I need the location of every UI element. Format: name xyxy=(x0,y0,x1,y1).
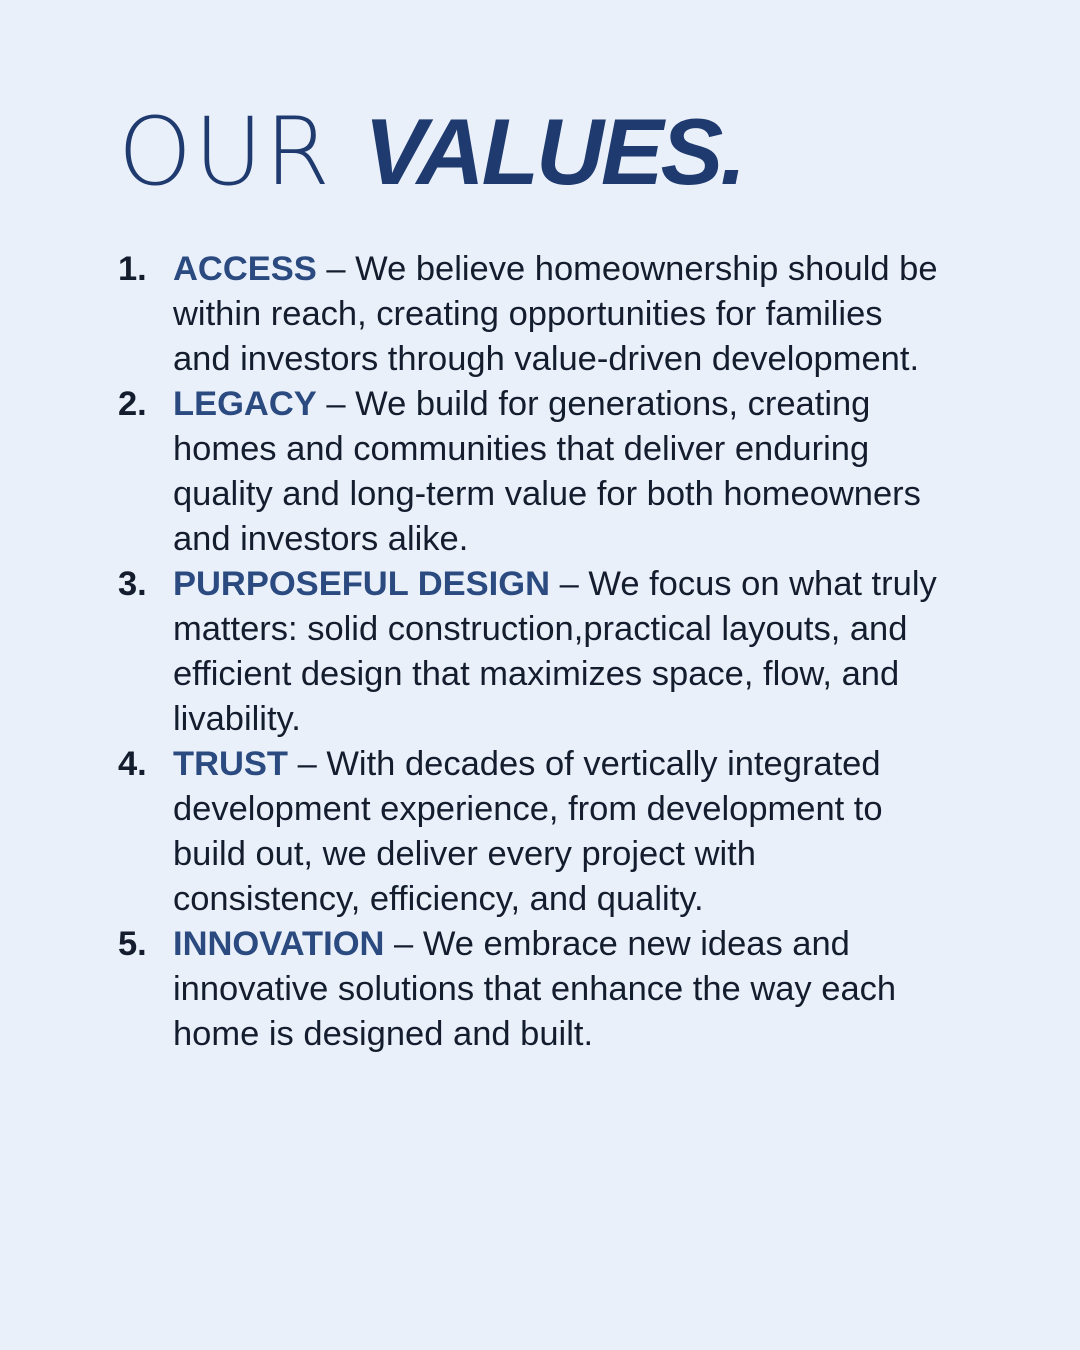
value-separator: – xyxy=(316,385,356,423)
value-separator: – xyxy=(316,250,356,288)
value-item-trust xyxy=(118,742,948,922)
value-number: 3. xyxy=(118,565,147,603)
value-description: We focus on what truly matters: solid construction,practical layouts, and efficient design that maximizes space, flow, and livability. xyxy=(173,565,937,738)
value-name: TRUST xyxy=(173,745,288,783)
value-description: We believe homeownership should be within reach, creating opportunities for families and investors through value-driven development. xyxy=(173,250,938,378)
value-description: With decades of vertically integrated development experience, from development to build out, we deliver every project with consistency, efficiency, and quality. xyxy=(173,745,883,918)
value-name: LEGACY xyxy=(173,385,317,423)
value-name: ACCESS xyxy=(173,250,317,288)
value-separator: – xyxy=(288,745,327,783)
value-item-legacy xyxy=(118,382,948,562)
page-title xyxy=(118,100,743,205)
page-title-bold: VALUES. xyxy=(363,99,744,204)
value-number: 4. xyxy=(118,745,147,783)
value-item-innovation xyxy=(118,922,948,1057)
value-separator: – xyxy=(384,925,423,963)
values-list xyxy=(118,247,948,1057)
value-name: INNOVATION xyxy=(173,925,385,963)
value-item-access xyxy=(118,247,948,382)
value-number: 2. xyxy=(118,385,147,423)
value-item-purposeful-design xyxy=(118,562,948,742)
value-separator: – xyxy=(550,565,589,603)
page-title-light: OUR xyxy=(118,98,364,207)
value-name: PURPOSEFUL DESIGN xyxy=(173,565,551,603)
value-description: We build for generations, creating homes and communities that deliver enduring quality and long-term value for both homeowners and investors alike. xyxy=(173,385,921,558)
value-number: 1. xyxy=(118,250,147,288)
value-description: We embrace new ideas and innovative solutions that enhance the way each home is designed and built. xyxy=(173,925,897,1053)
value-number: 5. xyxy=(118,925,147,963)
